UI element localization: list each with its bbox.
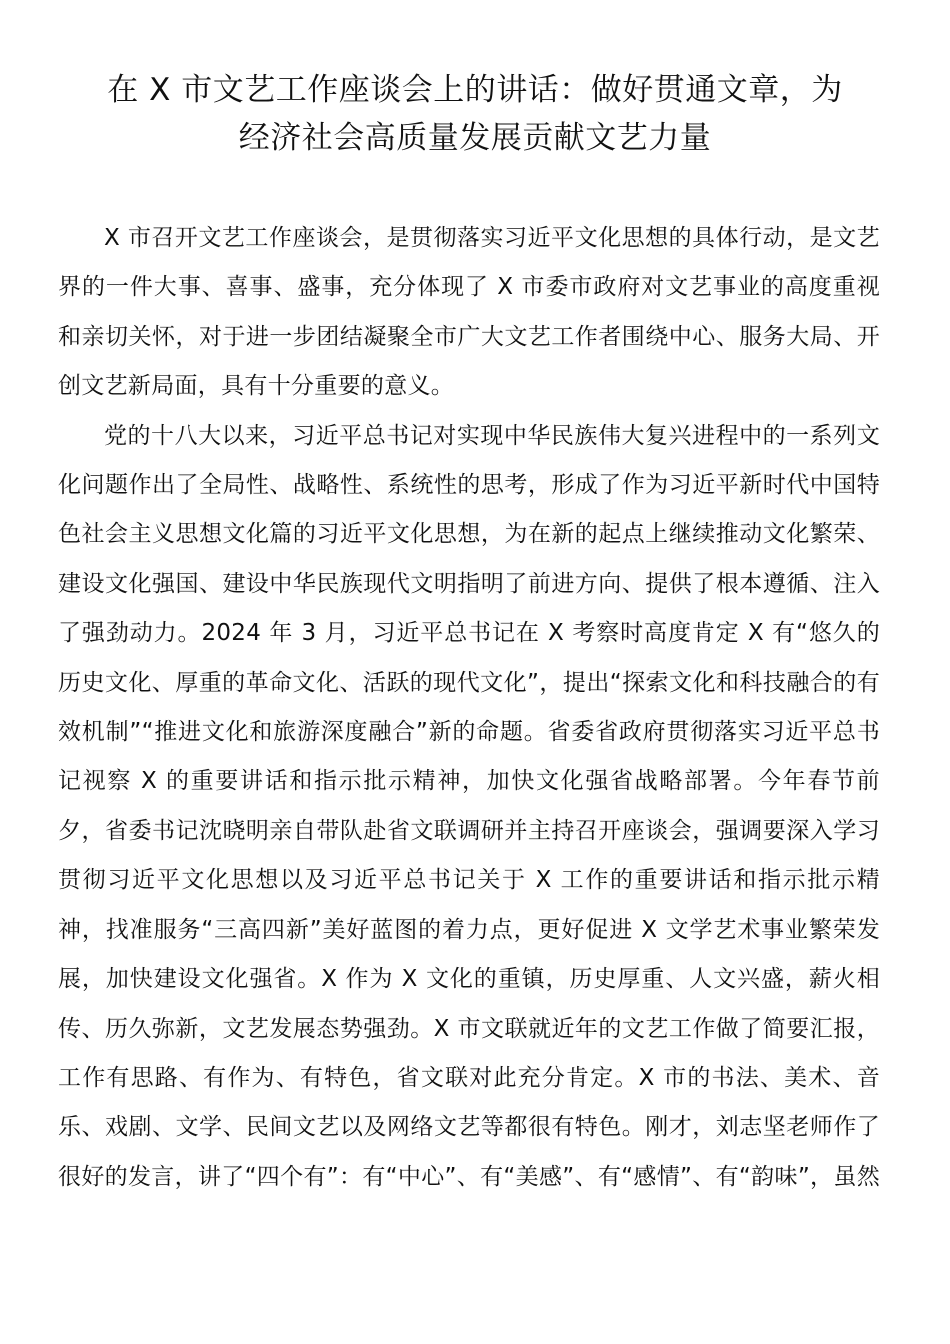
document-body bbox=[58, 214, 880, 1202]
document-title bbox=[40, 66, 910, 162]
title-line-1: 在 X 市文艺工作座谈会上的讲话：做好贯通文章，为 bbox=[107, 72, 843, 108]
paragraph-1: X 市召开文艺工作座谈会，是贯彻落实习近平文化思想的具体行动，是文艺界的一件大事、喜事、盛事，充分体现了 X 市委市政府对文艺事业的高度重视和亲切关怀，对于进一步团结凝聚全市广大文艺工作者围绕中心、服务大局、开创文艺新局面，具有十分重要的意义。 bbox=[58, 225, 880, 400]
title-line-2: 经济社会高质量发展贡献文艺力量 bbox=[238, 120, 712, 156]
paragraph-2: 党的十八大以来，习近平总书记对实现中华民族伟大复兴进程中的一系列文化问题作出了全局性、战略性、系统性的思考，形成了作为习近平新时代中国特色社会主义思想文化篇的习近平文化思想，为在新的起点上继续推动文化繁荣、建设文化强国、建设中华民族现代文明指明了前进方向、提供了根本遵循、注入了强劲动力。2024 年 3 月，习近平总书记在 X 考察时高度肯定 X 有“悠久的历史文化、厚重的革命文化、活跃的现代文化”，提出“探索文化和科技融合的有效机制”“推进文化和旅游深度融合”新的命题。省委省政府贯彻落实习近平总书记视察 X 的重要讲话和指示批示精神，加快文化强省战略部署。今年春节前夕，省委书记沈晓明亲自带队赴省文联调研并主持召开座谈会，强调要深入学习贯彻习近平文化思想以及习近平总书记关于 X 工作的重要讲话和指示批示精神，找准服务“三高四新”美好蓝图的着力点，更好促进 X 文学艺术事业繁荣发展，加快建设文化强省。X 作为 X 文化的重镇，历史厚重、人文兴盛，薪火相传、历久弥新，文艺发展态势强劲。X 市文联就近年的文艺工作做了简要汇报，工作有思路、有作为、有特色，省文联对此充分肯定。X 市的书法、美术、音乐、戏剧、文学、民间文艺以及网络文艺等都很有特色。刚才，刘志坚老师作了很好的发言，讲了“四个有”：有“中心”、有“美感”、有“感情”、有“韵味”，虽然 bbox=[58, 422, 880, 1190]
